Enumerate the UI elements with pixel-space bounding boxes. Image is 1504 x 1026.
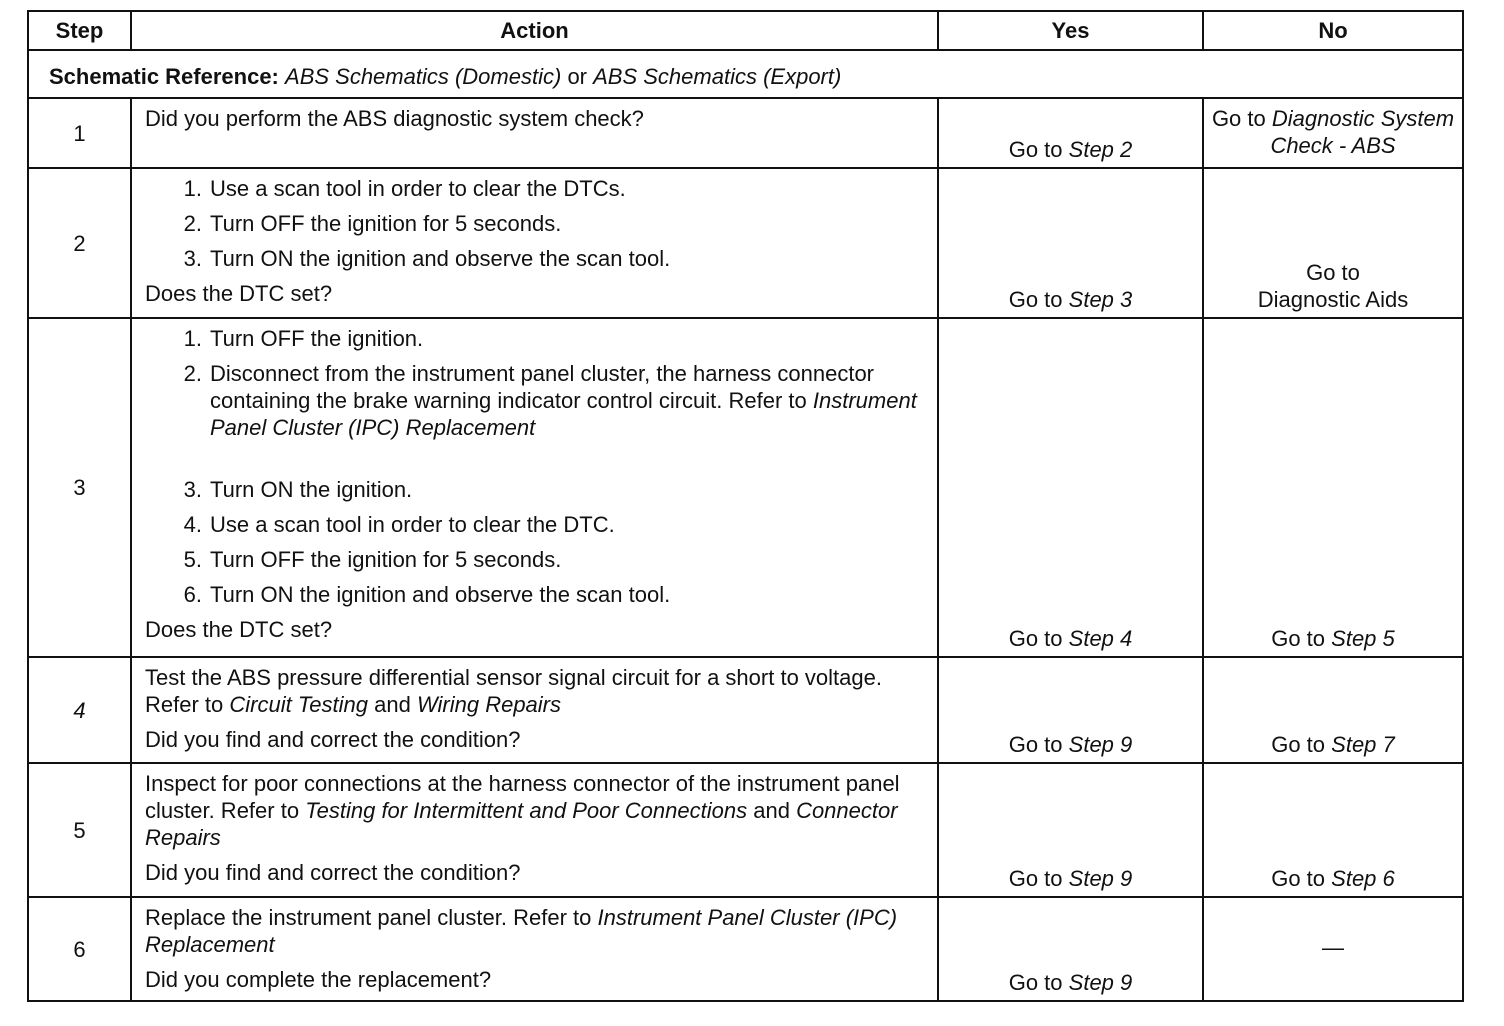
- table-row: [28, 168, 1463, 318]
- header-action: Action: [131, 11, 938, 50]
- yes-prefix: Go to: [1008, 287, 1063, 312]
- instruction-list: [145, 325, 925, 608]
- schematic-reference-label: Schematic Reference:: [49, 63, 279, 89]
- no-prefix: Go to: [1271, 732, 1326, 757]
- abs-schematics-export-link[interactable]: ABS Schematics (Export): [593, 63, 842, 89]
- question: Did you complete the replacement?: [145, 967, 492, 992]
- action-text: Test the ABS pressure differential sensor signal circuit for a short to voltage. Refer to Circuit Testing and Wiring Repairs: [145, 665, 882, 717]
- header-row: [28, 11, 1463, 50]
- go-to-step-9-link[interactable]: Step 9: [1068, 866, 1133, 891]
- action-cell: [131, 98, 938, 168]
- diagnostic-table: [27, 10, 1464, 1002]
- go-to-step-9-link[interactable]: Step 9: [1068, 732, 1133, 757]
- go-to-step-5-link[interactable]: Step 5: [1331, 626, 1395, 651]
- no-cell: [1203, 657, 1463, 763]
- list-item: 4. Use a scan tool in order to clear the DTC.: [183, 512, 615, 537]
- list-item: 1. Turn OFF the ignition.: [183, 326, 424, 351]
- go-to-step-6-link[interactable]: Step 6: [1331, 866, 1395, 891]
- action-cell: [131, 168, 938, 318]
- list-item: 3. Turn ON the ignition and observe the scan tool.: [183, 246, 671, 271]
- schematic-reference: [28, 50, 1463, 98]
- list-item: 2. Disconnect from the instrument panel cluster, the harness connector containing the brake warning indicator control circuit. Refer to Instrument Panel Cluster (IPC) Replacement: [183, 361, 917, 440]
- go-to-step-7-link[interactable]: Step 7: [1331, 732, 1395, 757]
- yes-prefix: Go to: [1008, 626, 1063, 651]
- list-item: 3. Turn ON the ignition.: [183, 477, 413, 502]
- header-step: Step: [28, 11, 131, 50]
- no-cell: [1203, 318, 1463, 657]
- instruction-list: [145, 175, 925, 272]
- reference-or: or: [567, 63, 587, 89]
- step-number: 4: [28, 657, 131, 763]
- abs-schematics-domestic-link[interactable]: ABS Schematics (Domestic): [285, 63, 562, 89]
- wiring-repairs-link[interactable]: Wiring Repairs: [416, 692, 562, 717]
- diagnostic-aids-link[interactable]: Diagnostic Aids: [1257, 287, 1409, 312]
- table-row: [28, 98, 1463, 168]
- no-prefix: Go to: [1306, 260, 1360, 285]
- no-cell: [1203, 897, 1463, 1001]
- yes-cell: [938, 98, 1203, 168]
- yes-cell: [938, 318, 1203, 657]
- yes-prefix: Go to: [1008, 137, 1063, 162]
- step-number: 3: [28, 318, 131, 657]
- table-row: [28, 763, 1463, 897]
- ipc-replacement-link[interactable]: Instrument Panel Cluster (IPC) Replacement: [145, 905, 898, 957]
- list-item: 2. Turn OFF the ignition for 5 seconds.: [183, 211, 562, 236]
- go-to-step-3-link[interactable]: Step 3: [1068, 287, 1133, 312]
- table-row: [28, 897, 1463, 1001]
- table-row: [28, 318, 1463, 657]
- step-number: 5: [28, 763, 131, 897]
- no-cell: [1203, 168, 1463, 318]
- no-cell: [1203, 98, 1463, 168]
- no-prefix: Go to: [1211, 106, 1266, 131]
- question: Did you find and correct the condition?: [145, 727, 521, 752]
- no-prefix: Go to: [1271, 866, 1326, 891]
- table-row: [28, 657, 1463, 763]
- step-number: 1: [28, 98, 131, 168]
- yes-cell: [938, 168, 1203, 318]
- yes-prefix: Go to: [1008, 732, 1063, 757]
- header-yes: Yes: [938, 11, 1203, 50]
- step-number: 6: [28, 897, 131, 1001]
- testing-intermittent-link[interactable]: Testing for Intermittent and Poor Connections: [305, 798, 748, 823]
- action-text: Replace the instrument panel cluster. Refer to Instrument Panel Cluster (IPC) Replacement: [145, 905, 898, 957]
- diagnostic-system-check-link[interactable]: Diagnostic System Check - ABS: [1270, 106, 1455, 158]
- list-item: 1. Use a scan tool in order to clear the DTCs.: [183, 176, 626, 201]
- yes-cell: [938, 897, 1203, 1001]
- circuit-testing-link[interactable]: Circuit Testing: [229, 692, 368, 717]
- ipc-replacement-link[interactable]: Instrument Panel Cluster (IPC) Replacement: [210, 388, 917, 440]
- go-to-step-4-link[interactable]: Step 4: [1068, 626, 1133, 651]
- step-number: 2: [28, 168, 131, 318]
- no-prefix: Go to: [1271, 626, 1326, 651]
- connector-repairs-link[interactable]: Connector Repairs: [145, 798, 898, 850]
- schematic-reference-row: [28, 50, 1463, 98]
- yes-cell: [938, 763, 1203, 897]
- header-no: No: [1203, 11, 1463, 50]
- list-item: 6. Turn ON the ignition and observe the scan tool.: [183, 582, 671, 607]
- question: Did you perform the ABS diagnostic system check?: [145, 106, 644, 131]
- question: Does the DTC set?: [145, 617, 333, 642]
- yes-prefix: Go to: [1008, 970, 1063, 995]
- yes-cell: [938, 657, 1203, 763]
- go-to-step-9-link[interactable]: Step 9: [1068, 970, 1133, 995]
- action-cell: [131, 897, 938, 1001]
- no-dash: —: [1322, 934, 1344, 960]
- no-cell: [1203, 763, 1463, 897]
- list-item: 5. Turn OFF the ignition for 5 seconds.: [183, 547, 562, 572]
- question: Does the DTC set?: [145, 281, 333, 306]
- go-to-step-2-link[interactable]: Step 2: [1068, 137, 1133, 162]
- action-cell: [131, 318, 938, 657]
- action-cell: [131, 763, 938, 897]
- action-text: Inspect for poor connections at the harness connector of the instrument panel cluster. Refer to Testing for Intermittent and Poor Connections and Connector Repairs: [145, 771, 900, 850]
- action-cell: [131, 657, 938, 763]
- question: Did you find and correct the condition?: [145, 860, 521, 885]
- yes-prefix: Go to: [1008, 866, 1063, 891]
